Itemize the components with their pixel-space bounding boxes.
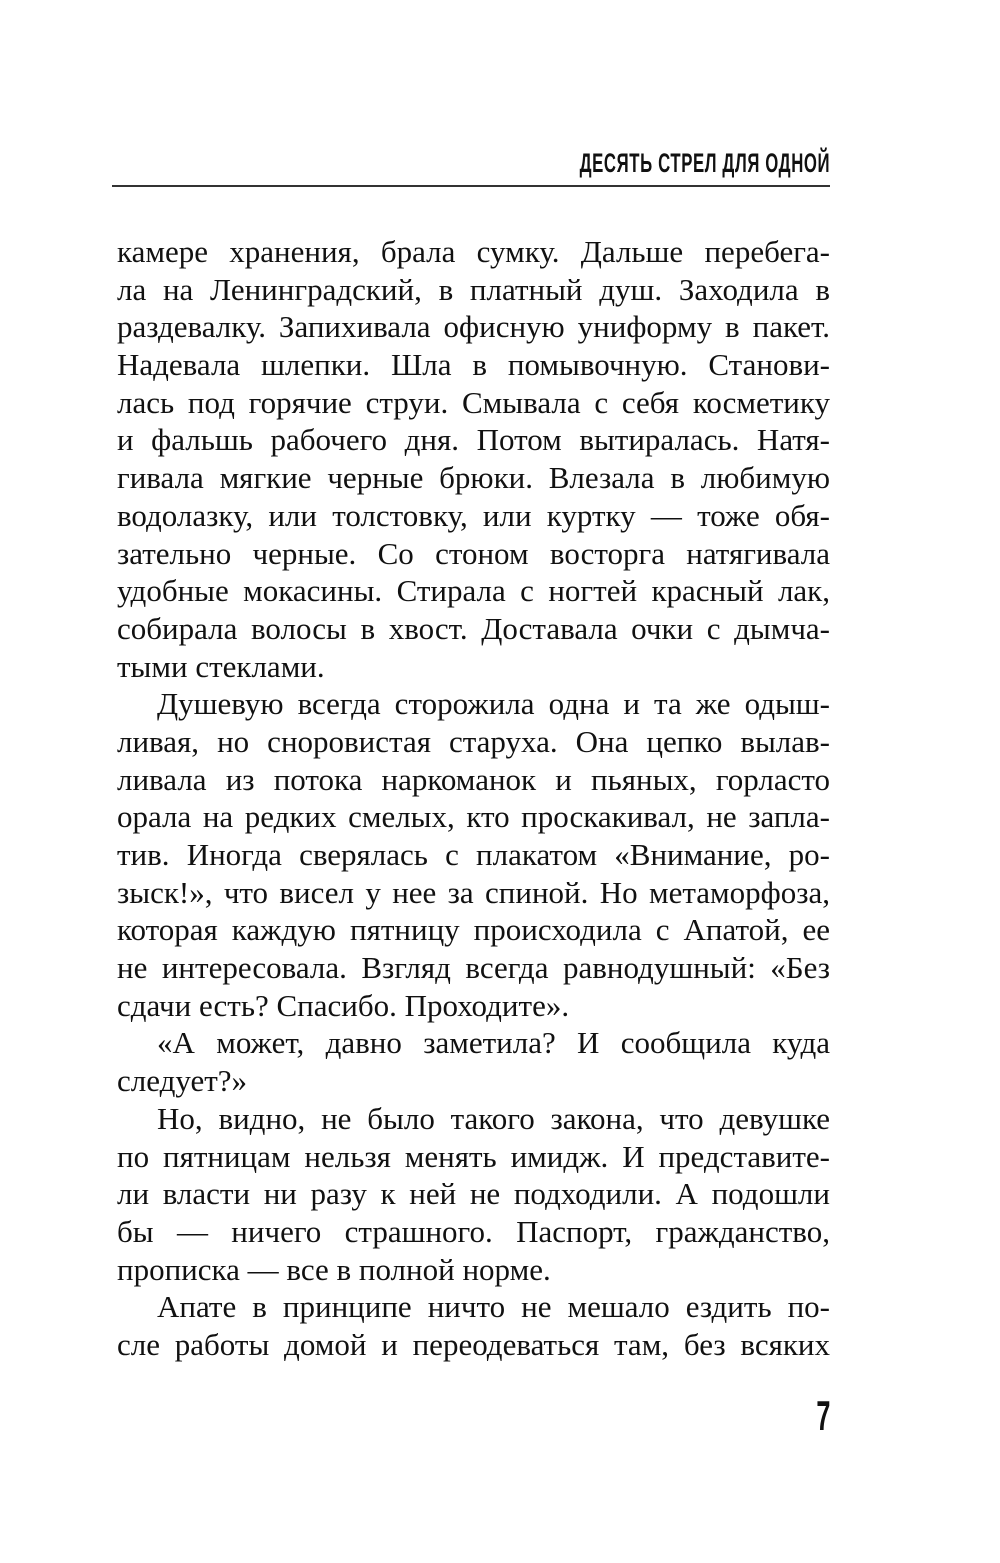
text-line: сдачи есть? Спасибо. Проходите». (117, 987, 570, 1023)
text-line: тыми стеклами. (117, 648, 325, 684)
text-line: ли власти ни разу к ней не подходили. А подошли (117, 1176, 830, 1212)
text-line: и фальшь рабочего дня. Потом вытиралась. Натя- (117, 422, 830, 458)
text-line: лась под горячие струи. Смывала с себя косметику (117, 384, 830, 420)
text-line: ливая, но сноровистая старуха. Она цепко вылав- (117, 723, 830, 759)
text-line: зательно черные. Со стоном восторга натягивала (117, 535, 830, 571)
text-line: удобные мокасины. Стирала с ногтей красный лак, (117, 573, 830, 609)
text-line: Апате в принципе ничто не мешало ездить по- (157, 1289, 830, 1325)
text-line: ливала из потока наркоманок и пьяных, горласто (117, 761, 830, 797)
text-line: прописка — все в полной норме. (117, 1251, 551, 1287)
text-line: Но, видно, не было такого закона, что девушке (157, 1100, 830, 1136)
text-line: раздевалку. Запихивала офисную униформу в пакет. (117, 309, 830, 345)
text-line: которая каждую пятницу происходила с Апатой, ее (117, 912, 830, 948)
text-line: по пятницам нельзя менять имидж. И представите- (117, 1138, 830, 1174)
text-line: не интересовала. Взгляд всегда равнодушный: «Без (117, 950, 830, 986)
header-rule (112, 185, 830, 187)
text-line: тив. Иногда сверялась с плакатом «Внимание, ро- (117, 837, 830, 872)
text-line: зыск!», что висел у нее за спиной. Но метаморфоза, (117, 874, 830, 910)
body-text (117, 233, 830, 1364)
text-line: собирала волосы в хвост. Доставала очки с дымча- (117, 610, 830, 646)
text-line: водолазку, или толстовку, или куртку — тоже обя- (117, 497, 830, 533)
text-line: «А может, давно заметила? И сообщила куда (157, 1025, 830, 1061)
text-line: сле работы домой и переодеваться там, без всяких (117, 1326, 830, 1362)
text-line: бы — ничего страшного. Паспорт, гражданство, (117, 1213, 830, 1249)
text-line: орала на редких смелых, кто проскакивал, не запла- (117, 799, 830, 835)
text-line: следует?» (117, 1063, 248, 1099)
page-number: 7 (815, 1392, 830, 1439)
running-title: ДЕСЯТЬ СТРЕЛ ДЛЯ ОДНОЙ (579, 148, 830, 178)
text-line: гивала мягкие черные брюки. Влезала в любимую (117, 460, 830, 496)
text-line: Душевую всегда сторожила одна и та же одыш- (157, 686, 830, 722)
text-line: камере хранения, брала сумку. Дальше перебега- (117, 234, 830, 269)
text-line: ла на Ленинградский, в платный душ. Заходила в (117, 271, 830, 307)
text-line: Надевала шлепки. Шла в помывочную. Станови- (117, 347, 830, 383)
